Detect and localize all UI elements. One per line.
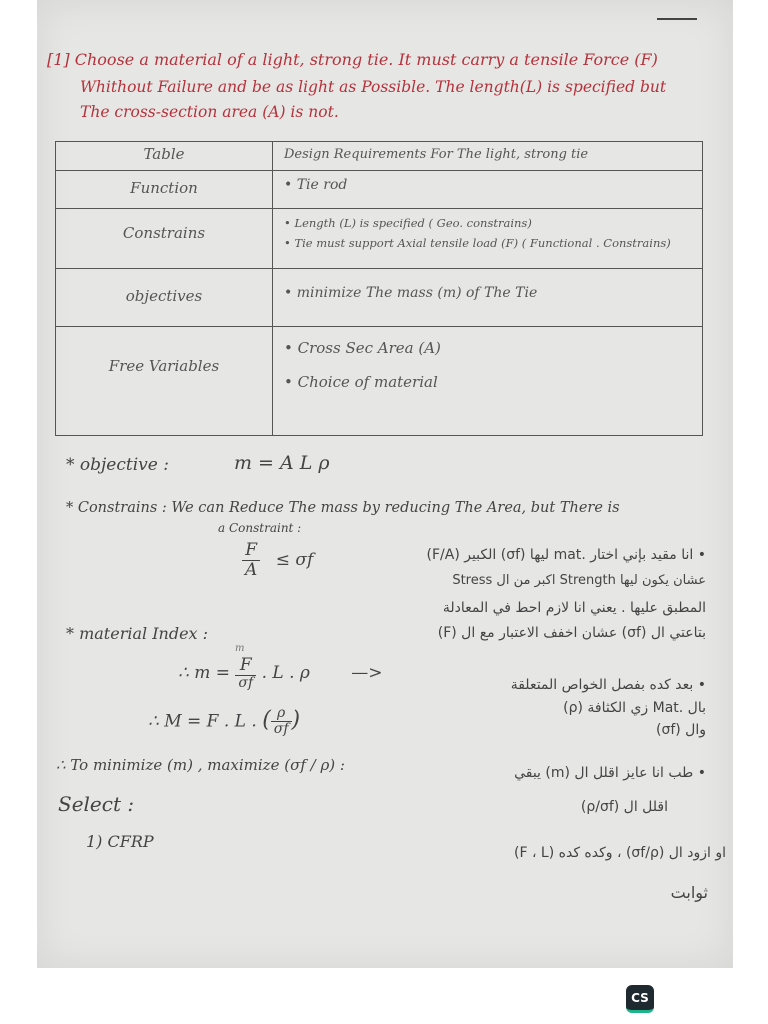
arabic-note-3-line-3: او ازود ال (σf/ρ) ، وكده كده (F ، L): [513, 845, 726, 861]
arabic-note-1-line-3: المطبق عليها . يعني انا لازم احط في المعادلة: [442, 600, 706, 616]
problem-line-1: [1] Choose a material of a light, strong tie. It must carry a tensile Force (F): [47, 50, 658, 69]
arabic-note-2-line-1: • بعد كده بفصل الخواص المتعلقة: [510, 677, 706, 693]
material-eq-2: ∴ M = F . L . ( $\frac{\rho}{\sigma f}$ ): [148, 705, 301, 738]
arabic-note-2-line-3: وال (σf): [655, 722, 706, 738]
arabic-note-3-line-4: ثوابت: [670, 883, 708, 902]
arabic-note-1-line-4: بتاعتي ال (σf) عشان اخفف الاعتبار مع ال (F): [437, 625, 706, 641]
objective-equation: m = A L ρ: [234, 452, 330, 474]
select-label: Select :: [58, 792, 135, 816]
row-label-free-variables: Free Variables: [108, 357, 220, 375]
page-mark: [657, 18, 697, 20]
row-label-function: Function: [130, 179, 198, 197]
table-header-row: [56, 142, 702, 170]
table-row-constrains: [56, 208, 702, 269]
problem-line-2: Whithout Failure and be as light as Possible. The length(L) is specified but: [80, 78, 667, 96]
row-label-objectives: objectives: [125, 287, 203, 305]
eq1-prefix: ∴ m =: [178, 663, 230, 684]
table-row-function: [56, 170, 702, 209]
row-item-constrains-1: • Length (L) is specified ( Geo. constrains): [284, 216, 532, 230]
eq1-mark: m: [235, 643, 245, 654]
arabic-note-3-line-1: • طب انا عايز اقلل ال (m) يبقي: [514, 765, 706, 781]
objective-label: * objective :: [66, 455, 169, 475]
row-item-objectives: • minimize The mass (m) of The Tie: [284, 285, 538, 301]
constraint-den: A: [245, 559, 258, 580]
arabic-note-2-line-2: بال .Mat زي الكثافة (ρ): [563, 700, 706, 716]
table-row-objectives: [56, 268, 702, 327]
table-header-right: Design Requirements For The light, strong tie: [284, 147, 589, 162]
arabic-note-1-line-1: • انا مقيد بإني اختار .mat ليها (σf) الكبير (F/A): [426, 547, 706, 563]
row-item-free-1: • Cross Sec Area (A): [284, 339, 441, 357]
eq1-arrow: —>: [351, 663, 383, 684]
eq2-num: ρ: [271, 706, 292, 722]
minimize-line: ∴ To minimize (m) , maximize (σf / ρ) :: [56, 756, 345, 774]
constraint-equation: [242, 541, 313, 579]
table-row-free-variables: [56, 326, 702, 435]
constraint-num: F: [242, 541, 260, 561]
material-index-label: * material Index :: [66, 624, 209, 643]
eq2-prefix: ∴ M = F . L .: [148, 711, 257, 732]
row-item-free-2: • Choice of material: [284, 373, 438, 391]
camscanner-logo: CS: [626, 985, 654, 1013]
eq2-den: σf: [273, 721, 289, 738]
arabic-note-1-line-2: عشان يكون ليها Strength اكبر من ال Stress: [452, 573, 706, 588]
constrains-line-1: * Constrains : We can Reduce The mass by reducing The Area, but There is: [66, 500, 620, 516]
eq1-den: σf: [238, 674, 254, 691]
select-item-1: 1) CFRP: [86, 832, 154, 851]
row-label-constrains: Constrains: [122, 224, 206, 242]
constraint-relation: ≤ σf: [275, 549, 314, 570]
problem-line-3: The cross-section area (A) is not.: [80, 103, 339, 121]
eq1-num: F: [235, 656, 256, 676]
eq1-suffix: . L . ρ: [261, 663, 310, 684]
table-header-left: Table: [143, 145, 185, 163]
material-eq-1: [178, 656, 383, 691]
row-item-function: • Tie rod: [284, 177, 348, 193]
row-item-constrains-2: • Tie must support Axial tensile load (F) ( Functional . Constrains): [284, 236, 671, 250]
arabic-note-3-line-2: اقلل ال (ρ/σf): [580, 799, 668, 815]
constrains-line-2: a Constraint :: [218, 521, 302, 535]
design-requirements-table: [55, 141, 703, 436]
